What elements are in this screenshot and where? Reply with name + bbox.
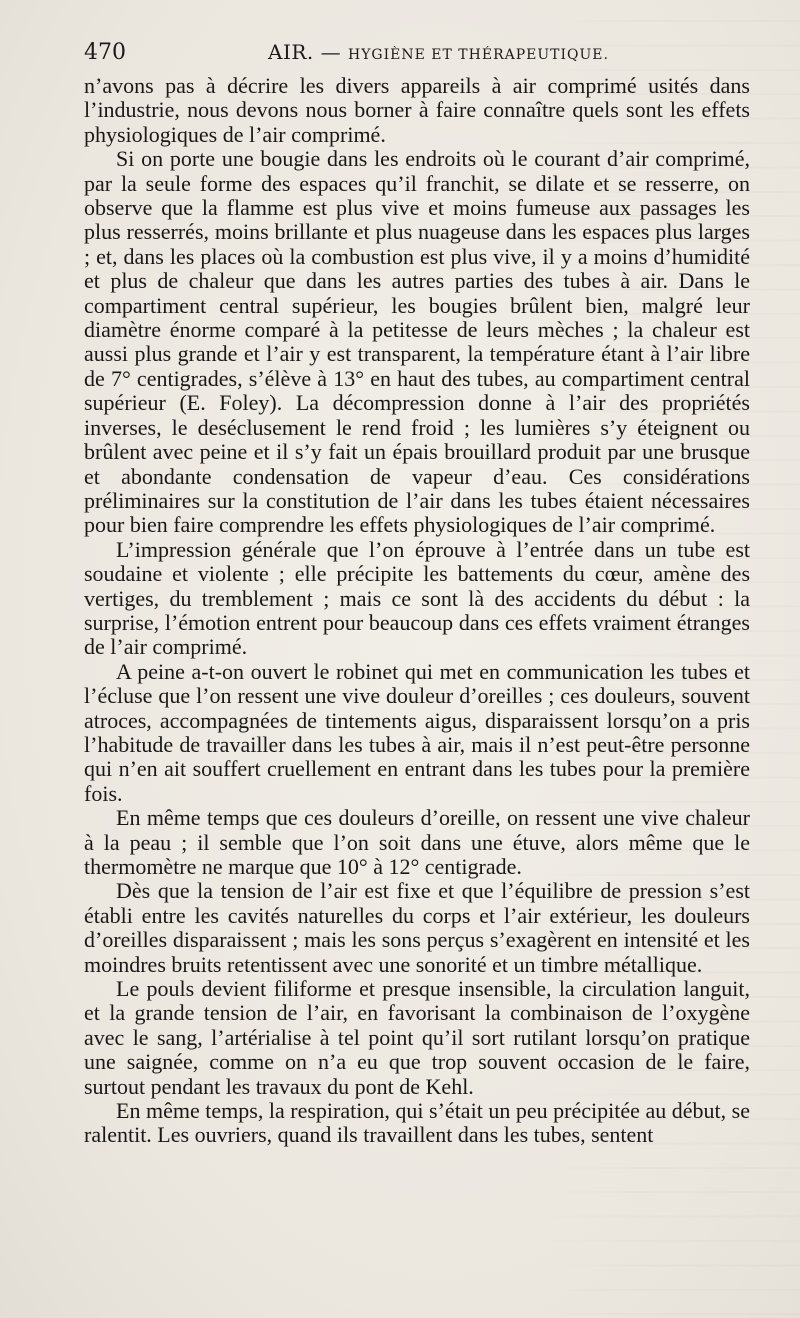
paragraph: Si on porte une bougie dans les endroits où le courant d’air comprimé, par la seule forme des espaces qu’il franchit, se dilate et se resserre, on observe que la flamme est plus vive et moins fumeuse aux passages les plus resserrés, moins brillante et plus nuageuse dans les espaces plus larges ; et, dans les places où la combustion est plus vive, il y a moins d’humidité et plus de chaleur que dans les autres parties des tubes à air. Dans le compartiment central supérieur, les bougies brûlent bien, malgré leur diamètre énorme comparé à la petitesse de leurs mèches ; la chaleur est aussi plus grande et l’air y est transparent, la température étant à l’air libre de 7° centigrades, s’élève à 13° en haut des tubes, au compartiment central supérieur (E. Foley). La décompression donne à l’air des propriétés inverses, le deséclusement le rend froid ; les lumières s’y éteignent ou brûlent avec peine et il s’y fait un épais brouillard produit par une brusque et abondante condensation de vapeur d’eau. Ces considérations préliminaires sur la constitution de l’air dans les tubes étaient nécessaires pour bien faire comprendre les effets physiologiques de l’air comprimé. — [84, 146, 750, 538]
page-number: 470 — [84, 40, 126, 65]
body-text — [84, 74, 750, 1148]
running-title-main: AIR. — — [268, 40, 342, 64]
paragraph: Dès que la tension de l’air est fixe et que l’équilibre de pression s’est établi entre les cavités naturelles du corps et l’air extérieur, les douleurs d’oreilles disparaissent ; mais les sons perçus s’exagèrent en intensité et les moindres bruits retentissent avec une sonorité et un timbre métallique. — [84, 878, 750, 977]
paragraph: A peine a-t-on ouvert le robinet qui met en communication les tubes et l’écluse que l’on ressent une vive douleur d’oreilles ; ces douleurs, souvent atroces, accompagnées de tintements aigus, disparaissent lorsqu’on a pris l’habitude de travailler dans les tubes à air, mais il n’est peut-être personne qui n’en ait souffert cruellement en entrant dans les tubes pour la première fois. — [84, 658, 750, 806]
paragraph: En même temps, la respiration, qui s’était un peu précipitée au début, se ralentit. Les ouvriers, quand ils travaillent dans les tubes, sentent — [84, 1098, 750, 1148]
running-title-rest: HYGIÈNE ET THÉRAPEUTIQUE. — [347, 47, 609, 63]
paragraph: En même temps que ces douleurs d’oreille, on ressent une vive chaleur à la peau ; il semble que l’on soit dans une étuve, alors même que le thermomètre ne marque que 10° à 12° centigrade. — [84, 805, 750, 879]
paragraph: Le pouls devient filiforme et presque insensible, la circulation languit, et la grande tension de l’air, en favorisant la combinaison de l’oxygène avec le sang, l’artérialise à tel point qu’il sort rutilant lorsqu’on pratique une saignée, comme on n’a eu que trop souvent occasion de le faire, surtout pendant les travaux du pont de Kehl. — [84, 976, 750, 1099]
running-title — [268, 40, 609, 64]
paragraph: n’avons pas à décrire les divers appareils à air comprimé usités dans l’industrie, nous devons nous borner à faire connaître quels sont les effets physiologiques de l’air comprimé. — [84, 73, 750, 147]
paragraph: L’impression générale que l’on éprouve à l’entrée dans un tube est soudaine et violente ; elle précipite les battements du cœur, amène des vertiges, du tremblement ; mais ce sont là des accidents du début : la surprise, l’émotion entrent pour beaucoup dans ces effets vraiment étranges de l’air comprimé. — [84, 536, 750, 660]
running-header — [84, 40, 750, 70]
